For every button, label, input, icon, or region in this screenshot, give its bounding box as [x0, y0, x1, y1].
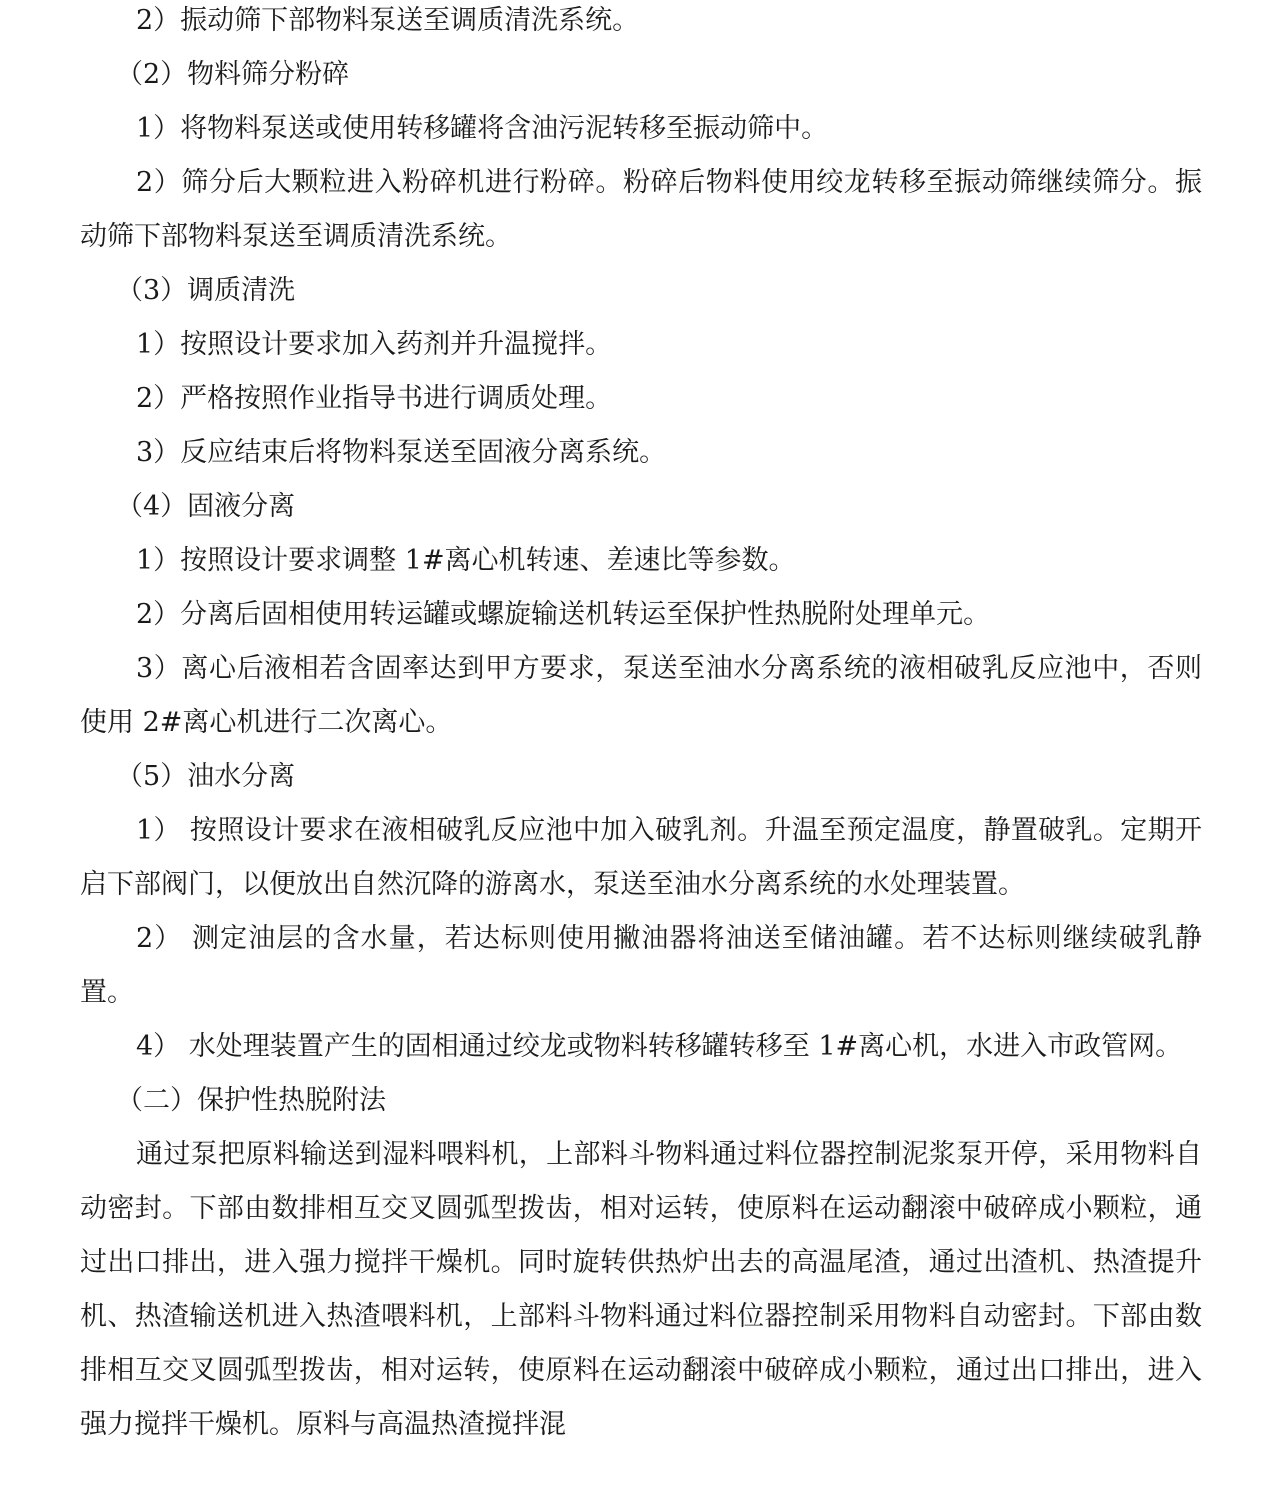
step-2-paragraph: 2）筛分后大颗粒进入粉碎机进行粉碎。粉碎后物料使用绞龙转移至振动筛继续筛分。振动筛下部物料泵送至调质清洗系统。 — [80, 167, 1202, 252]
step-1-paragraph: 1）将物料泵送或使用转移罐将含油污泥转移至振动筛中。 — [136, 113, 829, 144]
document-body — [80, 0, 1202, 1452]
step-1-paragraph: 1）按照设计要求加入药剂并升温搅拌。 — [136, 329, 613, 360]
body-paragraph: 通过泵把原料输送到湿料喂料机，上部料斗物料通过料位器控制泥浆泵开停，采用物料自动密封。下部由数排相互交叉圆弧型拨齿，相对运转，使原料在运动翻滚中破碎成小颗粒，通过出口排出，进入强力搅拌干燥机。同时旋转供热炉出去的高温尾渣，通过出渣机、热渣提升机、热渣输送机进入热渣喂料机，上部料斗物料通过料位器控制采用物料自动密封。下部由数排相互交叉圆弧型拨齿，相对运转，使原料在运动翻滚中破碎成小颗粒，通过出口排出，进入强力搅拌干燥机。原料与高温热渣搅拌混 — [80, 1139, 1202, 1440]
step-2-paragraph: 2）严格按照作业指导书进行调质处理。 — [136, 383, 613, 414]
step-2-paragraph: 2）分离后固相使用转运罐或螺旋输送机转运至保护性热脱附处理单元。 — [136, 599, 991, 630]
section-heading-solid-liquid-separation: （4）固液分离 — [116, 491, 296, 522]
step-1-paragraph: 1） 按照设计要求在液相破乳反应池中加入破乳剂。升温至预定温度，静置破乳。定期开启下部阀门，以便放出自然沉降的游离水，泵送至油水分离系统的水处理装置。 — [80, 815, 1202, 900]
step-2-paragraph: 2） 测定油层的含水量，若达标则使用撇油器将油送至储油罐。若不达标则继续破乳静置。 — [80, 923, 1202, 1008]
step-3-paragraph: 3）离心后液相若含固率达到甲方要求，泵送至油水分离系统的液相破乳反应池中，否则使用 2#离心机进行二次离心。 — [80, 653, 1202, 738]
section-heading-oil-water-separation: （5）油水分离 — [116, 761, 296, 792]
step-1-paragraph: 1）按照设计要求调整 1#离心机转速、差速比等参数。 — [136, 545, 796, 576]
section-heading-material-screening: （2）物料筛分粉碎 — [116, 59, 350, 90]
step-3-paragraph: 3）反应结束后将物料泵送至固液分离系统。 — [136, 437, 667, 468]
section-heading-thermal-desorption: （二）保护性热脱附法 — [116, 1085, 386, 1116]
step-2-paragraph: 2）振动筛下部物料泵送至调质清洗系统。 — [136, 5, 640, 36]
step-4-paragraph: 4） 水处理装置产生的固相通过绞龙或物料转移罐转移至 1#离心机，水进入市政管网。 — [136, 1031, 1183, 1062]
section-heading-conditioning-washing: （3）调质清洗 — [116, 275, 296, 306]
